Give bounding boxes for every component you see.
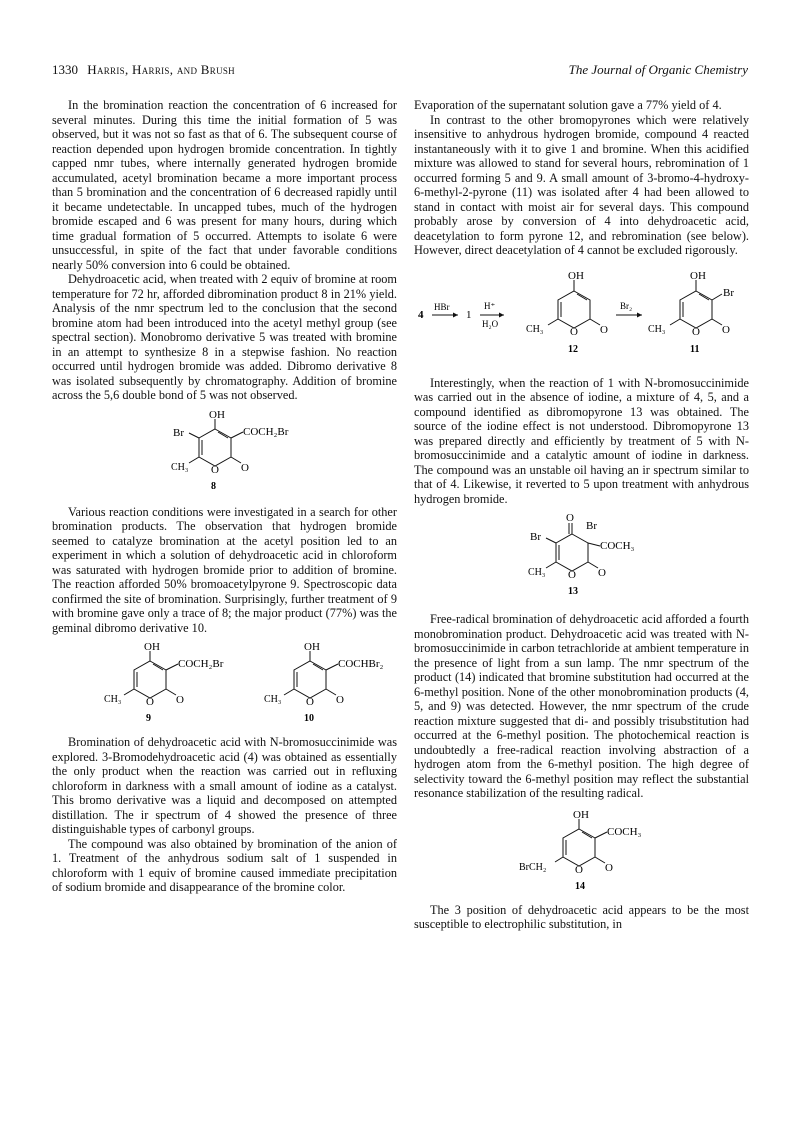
running-header — [52, 62, 748, 82]
oh-label: OH — [303, 641, 320, 653]
methyl-label: CH₃ — [263, 694, 281, 705]
reagent-water: H₂O — [482, 318, 499, 329]
br-label: Br — [172, 426, 184, 439]
structures-9-10 — [60, 639, 390, 731]
side-chain-label: COCH₂Br — [242, 425, 288, 438]
paragraph: In contrast to the other bromopyrones which were relatively insensitive to anhydrous hydrogen bromide, compound 4 reacted instantaneously with it to give 1 and bromine. When this acidified mixture was allowed to stand for several hours, rebromination of 1 occurred forming 5 and 9. A small amount of 3-bromo-4-hydroxy-6-methyl-2-pyrone (11) was isolated after 4 had been allowed to stand in contact with moist air for several days. This compound probably arose by conversion of 4 into dehydroacetic acid, deacetylation to form pyrone 12, and rebromination (see below). However, direct deacetylation of 4 cannot be excluded rigorously. — [414, 112, 749, 257]
keto-oxygen-label: O — [600, 323, 608, 336]
ring-oxygen-label: O — [210, 463, 219, 476]
structure-8-drawing — [145, 409, 305, 499]
scheme-intermediate: 1 — [466, 308, 472, 321]
structure-compound-14 — [497, 807, 667, 899]
methyl-label: CH₃ — [527, 567, 545, 578]
structure-compound-13 — [502, 512, 662, 604]
ring-oxygen-label: O — [145, 696, 154, 708]
header-left — [52, 62, 235, 78]
keto-oxygen-label: O — [597, 567, 606, 579]
compound-number: 11 — [690, 343, 700, 355]
paragraph: The 3 position of dehydroacetic acid appears to be the most susceptible to electrophilic substitution, in — [414, 902, 749, 931]
keto-oxygen-label: O — [604, 861, 613, 874]
compound-number: 14 — [574, 880, 585, 892]
oh-label: OH — [568, 269, 584, 282]
paragraph: The compound was also obtained by bromination of the anion of 1. Treatment of the anhydrous sodium salt of 1 suspended in chloroform with 1 equiv of bromine caused immediate precipitation of sodium bromide and disappearance of the bromine color. — [52, 836, 397, 894]
paragraph: Dehydroacetic acid, when treated with 2 equiv of bromine at room temperature for 72 hr, afforded dibromination product 8 in 21% yield. Analysis of the nmr spectrum led to the conclusion that the second bromine atom had been introduced into the acetyl methyl group (see spectral section). Monobromo derivative 5 was treated with bromine in an attempt to synthesize 8 in a stepwise fashion. No reaction occurred until hydrogen bromide was added. Dibromo derivative 8 was isolated subsequently by chromatography. Addition of bromine across the 5,6 double bond of 5 was not observed. — [52, 272, 397, 402]
reagent-hbr: HBr — [434, 301, 450, 312]
ketone-oxygen-label: O — [565, 512, 574, 524]
oh-label: OH — [143, 641, 160, 653]
left-column — [52, 98, 397, 895]
methyl-label: CH₃ — [170, 461, 188, 473]
keto-oxygen-label: O — [175, 694, 184, 706]
compound-number: 13 — [567, 586, 578, 597]
compound-number: 12 — [568, 343, 578, 355]
br-label: Br — [529, 531, 541, 543]
keto-oxygen-label: O — [240, 461, 249, 474]
reagent-bromine: Br₂ — [620, 300, 633, 311]
paragraph: Free-radical bromination of dehydroacetic acid afforded a fourth monobromination product. Dehydroacetic acid was treated with N-bromosuccinimide in carbon tetrachloride at ambient temperature in the presence of light from a sun lamp. The nmr spectrum of the product (14) indicated that bromine substitution had occurred at the 6-methyl position. None of the other monobromination products (4, 5, and 9) was detected. However, the nmr spectrum of the crude reaction mixture suggested that di- and possibly trisubstitution had occurred at the 6-methyl position. The photochemical reaction is undoubtedly a free-radical reaction involving abstraction of a hydrogen atom from the 6-methyl position. The high degree of selectivity toward the 6-methyl position may reflect the substantial resonance stabilization of the resulting radical. — [414, 612, 749, 800]
page-number: 1330 — [52, 62, 78, 77]
scheme-start-compound: 4 — [418, 308, 424, 321]
ring-oxygen-label: O — [567, 569, 576, 581]
compound-number: 10 — [303, 713, 314, 724]
paragraph: In the bromination reaction the concentration of 6 increased for several minutes. During this time the initial formation of 5 was observed, but it was not so fast as that of 6. The subsequent course of reaction depended upon hydrogen bromide concentration. In tightly capped nmr tubes, where internally generated hydrogen bromide accumulated, acetyl bromination became a more important process than 5 bromination and the concentration of 6 decreased rapidly until it became undetectable. In uncapped tubes, much of the hydrogen bromide escaped and 6 was present for many hours, during which time gradual formation of 5 occurred. Attempts to isolate 6 were unsuccessful, in spite of the fact that under favorable conditions nearly 50% conversion into 6 could be obtained. — [52, 98, 397, 272]
ring-oxygen-label: O — [692, 325, 700, 338]
keto-oxygen-label: O — [722, 323, 730, 336]
ring-oxygen-label: O — [570, 325, 578, 338]
ring-oxygen-label: O — [305, 696, 314, 708]
paragraph: Interestingly, when the reaction of 1 with N-bromosuccinimide was carried out in the absence of iodine, a mixture of 4, 5, and a compound identified as dibromopyrone 13 was obtained. The source of the iodine effect is not understood. Dibromopyrone 13 was prepared directly and efficiently by treatment of 5 with N-bromosuccinimide and a catalytic amount of iodine in darkness. The compound was an unstable oil having an ir spectrum similar to that of 4. Likewise, it reverted to 5 upon treatment with anhydrous hydrogen bromide. — [414, 375, 749, 506]
oh-label: OH — [690, 269, 706, 282]
side-chain-label: COCH₃ — [606, 825, 641, 838]
paragraph: Evaporation of the supernatant solution gave a 77% yield of 4. — [414, 98, 722, 112]
journal-name: The Journal of Organic Chemistry — [568, 62, 748, 77]
reaction-scheme — [414, 266, 749, 366]
structure-compound-8 — [145, 409, 305, 499]
side-chain-label: COCHBr₂ — [337, 658, 383, 670]
compound-number: 8 — [210, 480, 216, 492]
keto-oxygen-label: O — [335, 694, 344, 706]
side-chain-label: COCH₂Br — [177, 658, 223, 670]
structure-13-drawing — [502, 512, 662, 604]
arrowhead-icon — [453, 312, 458, 317]
ring-oxygen-label: O — [574, 863, 583, 876]
methyl-label: CH₃ — [526, 323, 544, 335]
bromomethyl-label: BrCH₂ — [518, 861, 546, 873]
header-authors: Harris, Harris, and Brush — [87, 62, 235, 77]
side-chain-label: COCH₃ — [599, 540, 634, 552]
right-column — [414, 98, 749, 932]
paragraph: Various reaction conditions were investigated in a search for other bromination products. The observation that hydrogen bromide seemed to catalyze bromination at the acetyl position led to an experiment in which a solution of dehydroacetic acid in chloroform was saturated with hydrogen bromide prior to addition of bromine. The reaction afforded 50% bromoacetylpyrone 9. Spectroscopic data confirmed the site of bromination. Surprisingly, further treatment of 9 with bromine gave only a trace of 8; the major product (77%) was the geminal dibromo derivative 10. — [52, 504, 397, 635]
structures-9-10-drawing — [60, 639, 390, 731]
oh-label: OH — [572, 808, 589, 821]
arrowhead-icon — [637, 312, 642, 317]
br-label: Br — [585, 520, 597, 532]
methyl-label: CH₃ — [103, 694, 121, 705]
reaction-scheme-drawing — [414, 266, 749, 366]
structure-14-drawing — [497, 807, 667, 899]
oh-label: OH — [208, 408, 225, 421]
br-label: Br — [723, 286, 734, 299]
methyl-label: CH₃ — [648, 323, 666, 335]
arrowhead-icon — [499, 312, 504, 317]
compound-number: 9 — [145, 713, 151, 724]
paragraph: Bromination of dehydroacetic acid with N-bromosuccinimide was explored. 3-Bromodehydroacetic acid (4) was obtained as essentially the only product when the reaction was carried out in refluxing chloroform in darkness with a small amount of iodine as a catalyst. This bromo derivative was a liquid and decomposed on attempted distillation. The ir spectrum of 4 showed the presence of three distinguishable types of carbonyl groups. — [52, 735, 397, 836]
reagent-h-plus: H⁺ — [484, 300, 496, 311]
